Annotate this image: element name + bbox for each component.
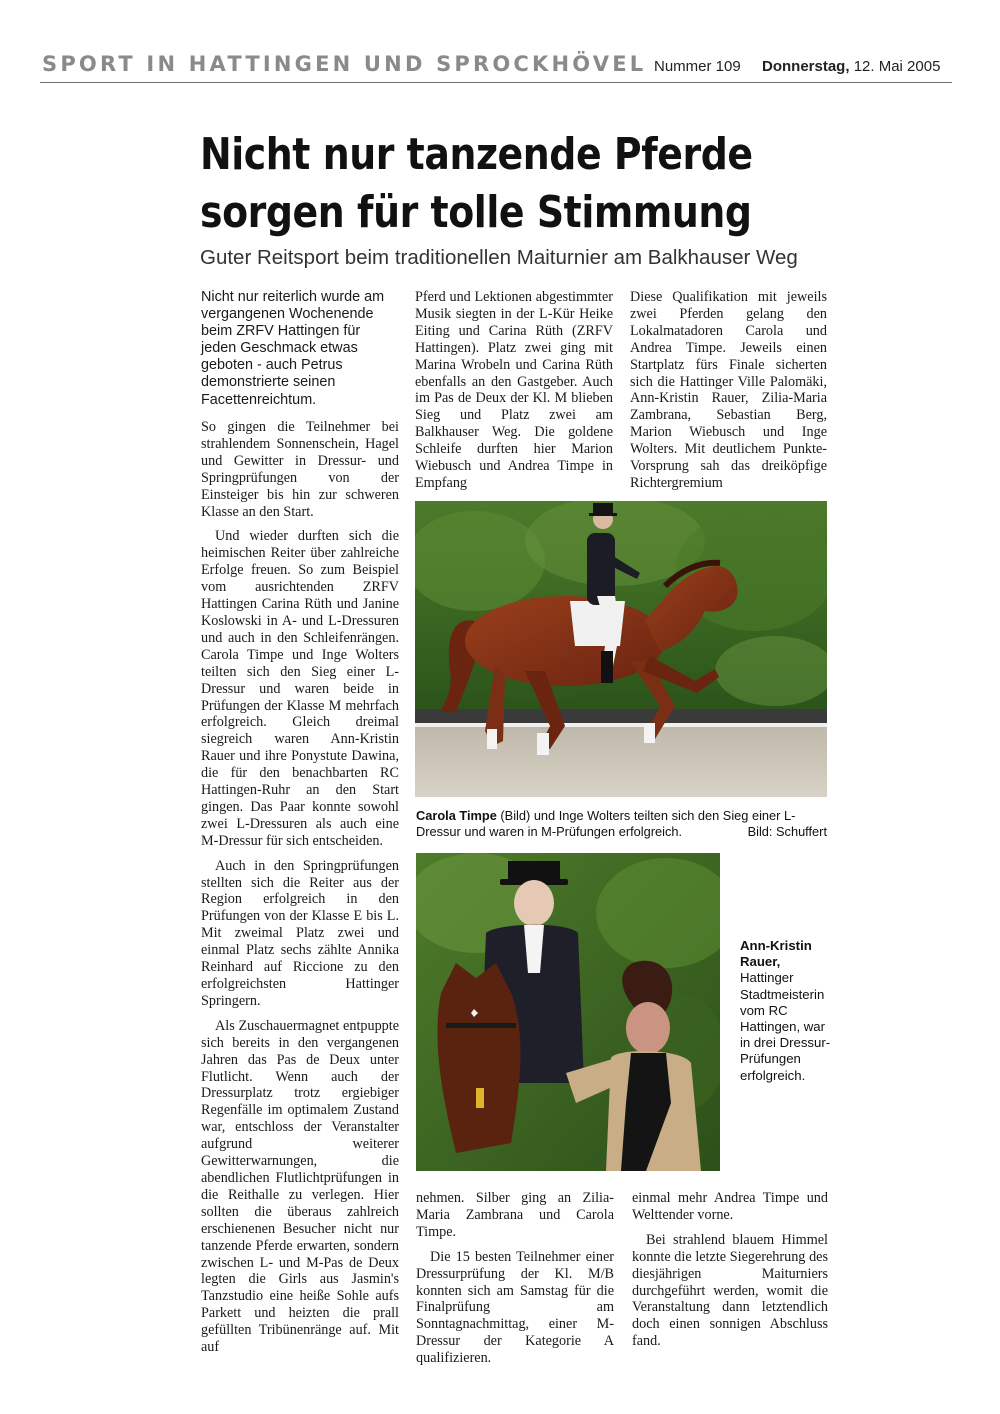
- header-rule: [40, 82, 952, 83]
- issue-date: [762, 58, 940, 75]
- article-column-3-top: [630, 289, 827, 500]
- article-column-3-bottom: [632, 1190, 828, 1358]
- paragraph: Auch in den Springprüfungen stellten sich die Reiter aus der Region erfolgreich in den Prüfungen von der Klasse E bis L. Mit zweimal Platz zwei und einmal Platz sechs zählte Annika Reinhard auf Riccione zu den erfolgreichsten Hattinger Springern.: [201, 857, 399, 1009]
- paragraph: Die 15 besten Teilnehmer einer Dressurprüfung der Kl. M/B konnten sich am Samstag für die Finalprüfung am Sonntagnachmittag, einer M-Dressur der Kategorie A qualifizieren.: [416, 1248, 614, 1367]
- headline-line-2: sorgen für tolle Stimmung: [200, 187, 752, 238]
- issue-number: Nummer 109: [654, 58, 741, 75]
- dressage-photo: [415, 501, 827, 797]
- rider-photo-caption: [740, 938, 832, 1084]
- dressage-photo-caption: [416, 808, 831, 840]
- headline-line-1: Nicht nur tanzende Pferde: [200, 129, 753, 180]
- rider-photo: [416, 853, 720, 1171]
- article-lead: Nicht nur reiterlich wurde am vergangenen Wochenende beim ZRFV Hattingen für jeden Geschmack etwas geboten - auch Petrus demonstrierte seinen Facettenreichtum.: [201, 289, 385, 408]
- paragraph: Bei strahlend blauem Himmel konnte die letzte Siegerehrung des diesjährigen Maiturniers durchgeführt werden, womit die Veranstaltung dann letztendlich doch einen sonnigen Abschluss fand.: [632, 1231, 828, 1350]
- issue-date-value: 12. Mai 2005: [853, 58, 941, 75]
- caption-text: (Bild) und Inge Wolters teilten sich den Sieg einer L-Dressur und waren in M-Prüfungen erfolgreich.: [416, 808, 796, 839]
- paragraph: nehmen. Silber ging an Zilia-Maria Zambrana und Carola Timpe.: [416, 1190, 614, 1240]
- paragraph: Als Zuschauermagnet entpuppte sich bereits in den vergangenen Jahren das Pas de Deux unter Flutlicht. Wenn auch der Dressurplatz trotz ergiebiger Regenfälle im optimalem Zustand war, entschloss der Veranstalter aufgrund weiterer Gewitterwarnungen, die abendlichen Flutlichtprüfungen in die Reithalle zu verlegen. Hier sollten die überaus zahlreich erschienenen Besucher nicht nur tanzende Pferde erwarten, sondern zwischen L- und M-Pas de Deux legten die Girls aus Jasmin's Tanzstudio eine heiße Sohle aufs Parkett und heizten die prall gefüllten Tribünenränge auf. Mit auf: [201, 1017, 399, 1356]
- paragraph: Pferd und Lektionen abgestimmter Musik siegten in der L-Kür Heike Eiting und Carina Rüth (ZRFV Hattingen). Platz zwei ging mit Marina Wrobeln und Carina Rüth ebenfalls an den Gastgeber. Auch im Pas de Deux der Kl. M blieben Sieg und Platz zwei am Balkhauser Weg. Die goldene Schleife durften hier Marion Wiebusch und Andrea Timpe in Empfang: [415, 289, 613, 491]
- issue-weekday: Donnerstag,: [762, 58, 850, 75]
- section-title: SPORT IN HATTINGEN UND SPROCKHÖVEL: [42, 52, 647, 76]
- article-column-2-top: [415, 289, 613, 500]
- paragraph: Und wieder durften sich die heimischen Reiter über zahlreiche Erfolge freuen. So zum Beispiel vom ausrichtenden ZRFV Hattingen Carina Rüth und Janine Koslowski in A- und L-Dressuren und auch in den Schleifenrängen. Carola Timpe und Inge Wolters teilten sich den Sieg einer L-Dressur und waren beide in Prüfungen der Klasse M mehrfach erfolgreich. Gleich dreimal siegreich waren Ann-Kristin Rauer und ihre Ponystute Dawina, die für den benachbarten RC Hattingen-Ruhr an den Start gingen. Das Paar konnte sowohl zwei L-Dressuren als auch eine M-Dressur für sich entscheiden.: [201, 528, 399, 849]
- caption-text: Hattinger Stadtmeisterin vom RC Hattingen, war in drei Dressur-Prüfungen erfolgreich.: [740, 970, 831, 1083]
- paragraph: einmal mehr Andrea Timpe und Welttender vorne.: [632, 1190, 828, 1223]
- paragraph: So gingen die Teilnehmer bei strahlendem Sonnenschein, Hagel und Gewitter in Dressur- und Springprüfungen von der Einsteiger bis hin zur schweren Klasse an den Start.: [201, 419, 399, 520]
- subheadline: Guter Reitsport beim traditionellen Maiturnier am Balkhauser Weg: [200, 246, 798, 269]
- paragraph: Diese Qualifikation mit jeweils zwei Pferden gelang den Lokalmatadoren Carola und Andrea Timpe. Jeweils einen Startplatz fürs Finale sicherten sich die Hattinger Ville Palomäki, Ann-Kristin Rauer, Zilia-Maria Zambrana, Sebastian Berg, Marion Wiebusch und Inge Wolters. Mit deutlichem Punkte-Vorsprung sah das dreiköpfige Richtergremium: [630, 289, 827, 491]
- article-column-2-bottom: [416, 1190, 614, 1375]
- caption-name: Ann-Kristin Rauer,: [740, 938, 812, 970]
- photo-credit: Bild: Schuffert: [747, 824, 827, 839]
- caption-name: Carola Timpe: [416, 808, 497, 823]
- article-column-1: [201, 419, 399, 1364]
